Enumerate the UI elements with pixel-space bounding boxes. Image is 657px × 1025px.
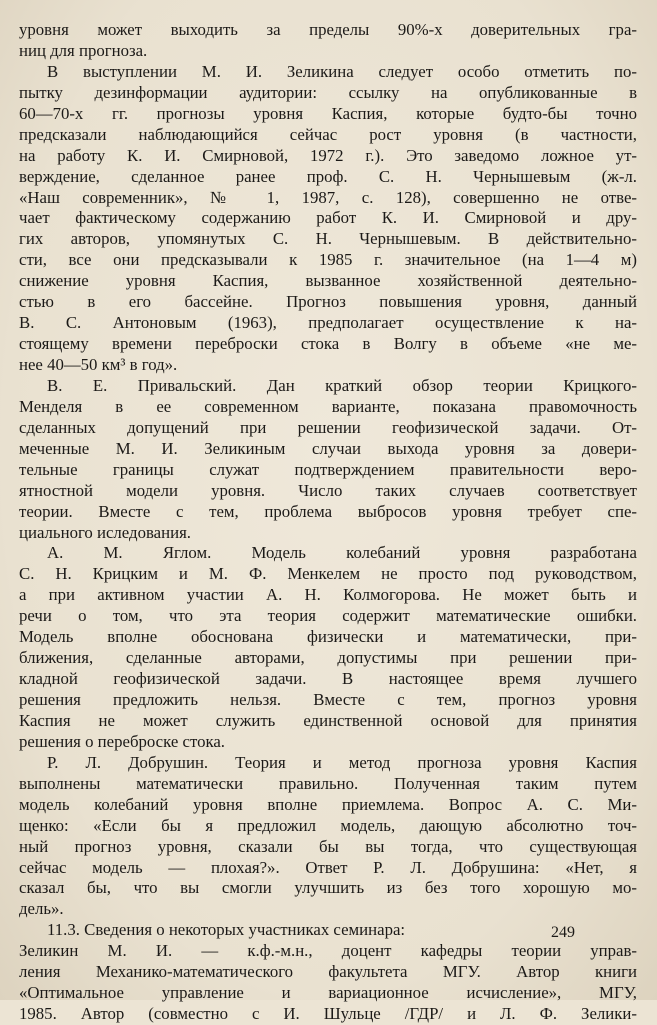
text-line: предсказали наблюдающийся сейчас рост уровня (в частности, (19, 124, 637, 144)
text-line: ления Механико-математического факультета МГУ. Автор книги (19, 962, 637, 982)
text-line: «Оптимальное управление и вариационное исчисление», МГУ, (19, 983, 637, 1003)
text-line: Зеликин М. И. — к.ф.-м.н., доцент кафедры теории управ- (19, 941, 637, 961)
text-line: сделанных допущений при решении геофизической задачи. От- (19, 417, 637, 437)
text-line: пытку дезинформации аудитории: ссылку на опубликованные в (19, 82, 637, 102)
text-line: ный прогноз уровня, сказали бы вы тогда, что существующая (19, 836, 637, 856)
text-line: снижение уровня Каспия, вызванное хозяйственной деятельно- (19, 271, 637, 291)
text-line: дель». (19, 899, 64, 919)
text-line: модель колебаний уровня вполне приемлема. Вопрос А. С. Ми- (19, 794, 637, 814)
text-line: меченные М. И. Зеликиным случаи выхода уровня за довери- (19, 438, 637, 458)
text-line: В. С. Антоновым (1963), предполагает осуществление к на- (19, 313, 637, 333)
text-line: Модель вполне обоснована физически и математически, при- (19, 627, 637, 647)
text-line: Менделя в ее современном варианте, показана правомочность (19, 396, 637, 416)
text-line: Каспия не может служить единственной основой для принятия (19, 710, 637, 730)
text-line: гих авторов, упомянутых С. Н. Чернышевым. В действительно- (19, 229, 637, 249)
page-number: 249 (551, 924, 575, 941)
text-line: решения предложить нельзя. Вместе с тем, прогноз уровня (19, 690, 637, 709)
text-line: выполнены математически правильно. Полученная таким путем (19, 773, 637, 793)
text-line: стью в его бассейне. Прогноз повышения уровня, данный (19, 292, 637, 312)
text-line: А. М. Яглом. Модель колебаний уровня разработана (47, 543, 637, 563)
text-line: В. Е. Привальский. Дан краткий обзор теории Крицкого- (47, 375, 637, 395)
text-line: кладной геофизической задачи. В настоящее время лучшего (19, 669, 637, 689)
text-line: 1985. Автор (совместно с И. Шульце /ГДР/ и Л. Ф. Зелики- (19, 1004, 637, 1024)
text-line: Р. Л. Добрушин. Теория и метод прогноза уровня Каспия (47, 752, 637, 772)
text-line: решения о переброске стока. (19, 731, 225, 751)
text-line: уровня может выходить за пределы 90%-х доверительных гра- (19, 20, 637, 39)
text-line: тельные границы служат подтверждением правительности веро- (19, 459, 637, 479)
text-line: ниц для прогноза. (19, 40, 148, 60)
text-line: «Наш современник», № 1, 1987, с. 128), совершенно не отве- (19, 187, 637, 207)
text-line: чает фактическому содержанию работ К. И. Смирновой и дру- (19, 208, 637, 228)
body-text (19, 20, 637, 1025)
text-line: нее 40—50 км³ в год». (19, 355, 178, 374)
text-line: С. Н. Крицким и М. Ф. Менкелем не просто под руководством, (19, 564, 637, 584)
text-line: 11.3. Сведения о некоторых участниках семинара: (47, 920, 406, 940)
text-line: ятностной модели уровня. Число таких случаев соответствует (19, 480, 637, 500)
text-line: щенко: «Если бы я предложил модель, дающую абсолютно точ- (19, 815, 637, 835)
text-line: ближения, сделанные авторами, допустимы при решении при- (19, 648, 637, 668)
text-line: сти, все они предсказывали к 1985 г. значительное (на 1—4 м) (19, 250, 637, 270)
text-line: верждение, сделанное ранее проф. С. Н. Чернышевым (ж-л. (19, 166, 637, 186)
text-line: теории. Вместе с тем, проблема выбросов уровня требует спе- (19, 501, 637, 521)
text-line: 60—70-х гг. прогнозы уровня Каспия, которые будто-бы точно (19, 103, 637, 123)
text-line: на работу К. И. Смирновой, 1972 г.). Это заведомо ложное ут- (19, 145, 637, 165)
text-line: сказал бы, что вы смогли улучшить из без того хорошую мо- (19, 878, 637, 898)
text-line: стоящему времени переброски стока в Волгу в объеме «не ме- (19, 334, 637, 354)
text-line: В выступлении М. И. Зеликина следует особо отметить по- (47, 61, 637, 81)
text-line: а при активном участии А. Н. Колмогорова. Не может быть и (19, 585, 637, 605)
text-line: речи о том, что эта теория содержит математические ошибки. (19, 606, 637, 626)
text-line: сейчас модель — плохая?». Ответ Р. Л. Добрушина: «Нет, я (19, 857, 637, 877)
text-line: циального иследования. (19, 522, 191, 542)
